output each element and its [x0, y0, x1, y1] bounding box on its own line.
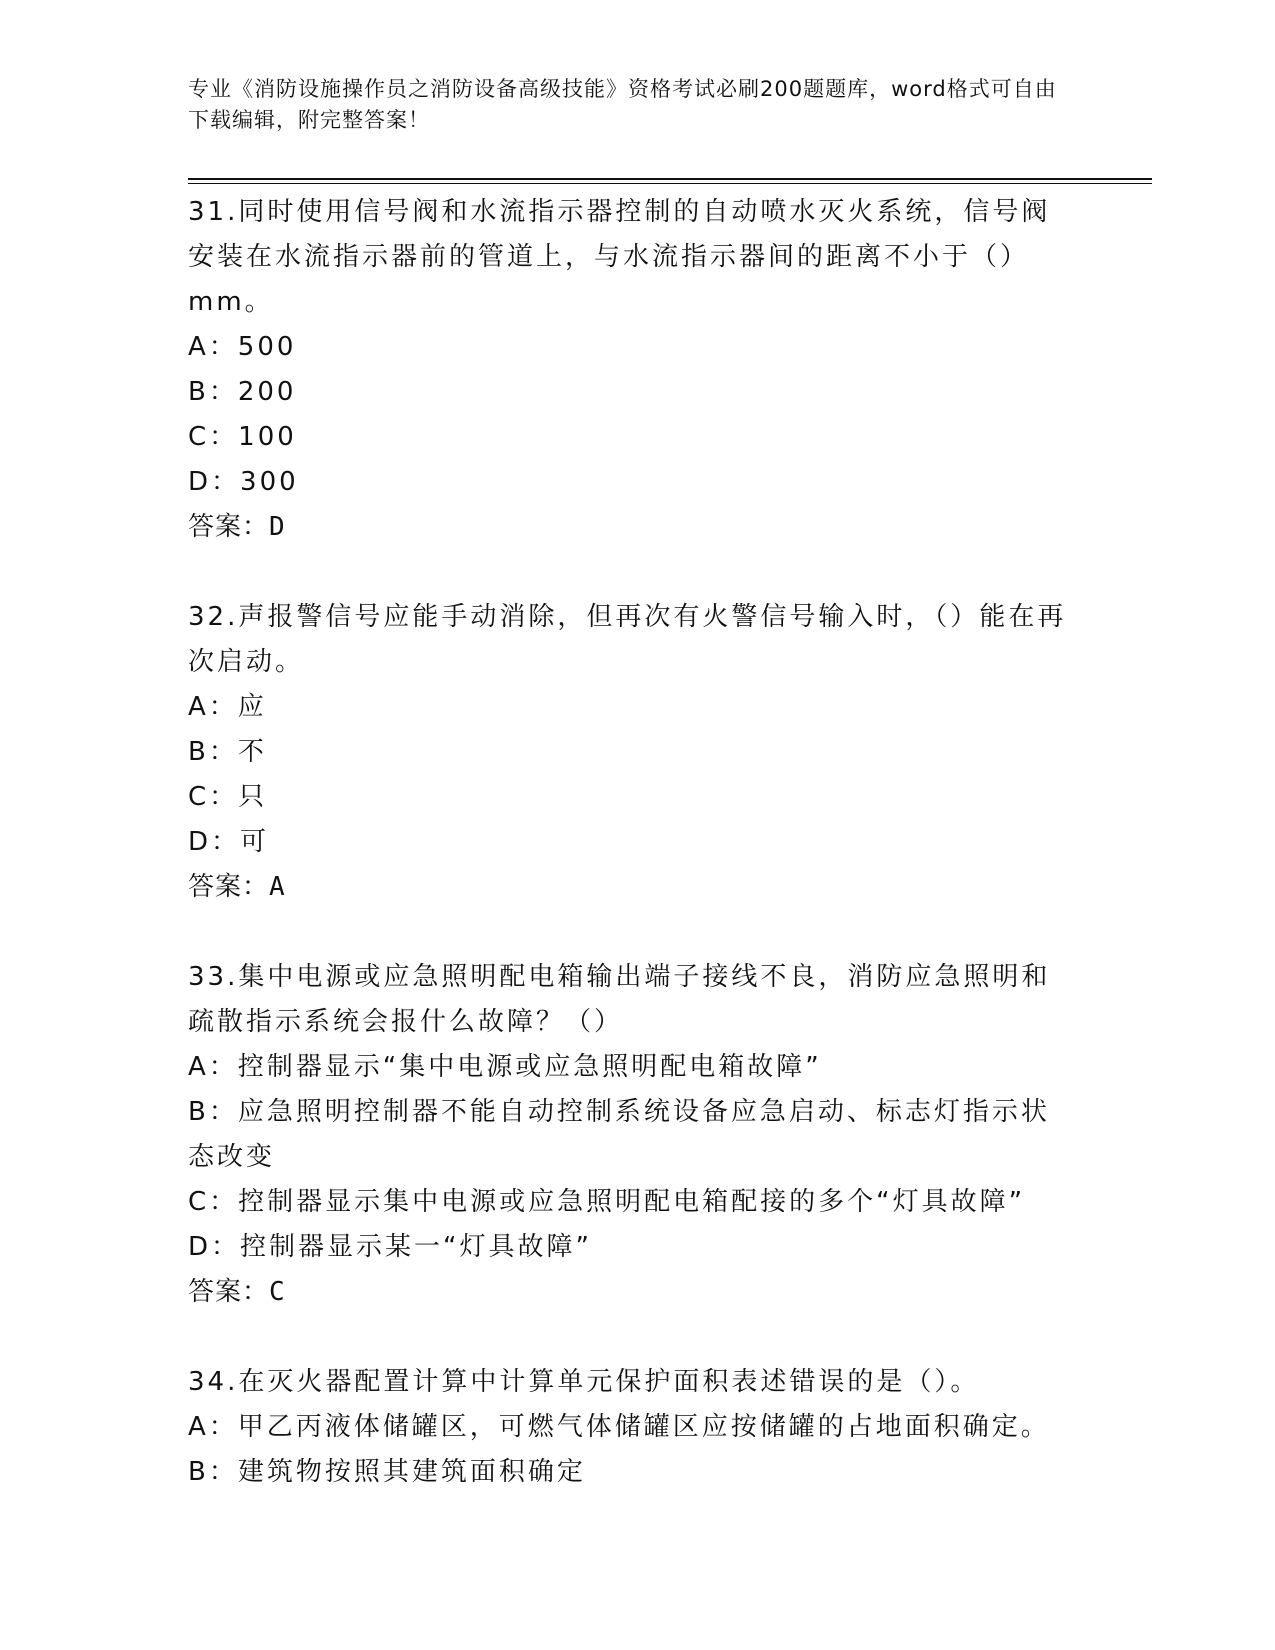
option-a	[188, 685, 1078, 730]
question-stem: 32.声报警信号应能手动消除，但再次有火警信号输入时，（）能在再次启动。	[188, 602, 1067, 677]
header-divider	[188, 178, 1152, 184]
option-text: 甲乙丙液体储罐区，可燃气体储罐区应按储罐的占地面积确定。	[237, 1412, 1050, 1442]
option-text: 控制器显示集中电源或应急照明配电箱配接的多个“灯具故障”	[238, 1187, 1026, 1217]
answer-label: 答案：	[188, 512, 270, 542]
option-text: 建筑物按照其建筑面积确定	[237, 1457, 586, 1487]
option-key: D：	[188, 467, 241, 497]
option-b	[188, 1090, 1078, 1180]
answer-line	[188, 1270, 1078, 1315]
answer-label: 答案：	[188, 872, 270, 902]
option-key: A：	[188, 332, 238, 362]
option-a	[188, 1045, 1078, 1090]
answer-line	[188, 865, 1078, 910]
option-a	[188, 1405, 1078, 1450]
option-key: C：	[188, 782, 239, 812]
option-key: B：	[188, 1457, 238, 1487]
question-stem: 33.集中电源或应急照明配电箱输出端子接线不良，消防应急照明和疏散指示系统会报什么故障？（）	[188, 962, 1051, 1037]
option-c	[188, 775, 1078, 820]
document-header: 专业《消防设施操作员之消防设备高级技能》资格考试必刷200题题库，word格式可自由下载编辑，附完整答案！	[188, 77, 1057, 132]
option-text: 200	[237, 377, 297, 407]
question-list	[188, 190, 1078, 1495]
question-31	[188, 190, 1078, 550]
option-text: 可	[240, 827, 270, 857]
option-a	[188, 325, 1078, 370]
option-d	[188, 460, 1078, 505]
option-c	[188, 415, 1078, 460]
answer-value: A	[269, 872, 286, 902]
option-c	[188, 1180, 1078, 1225]
option-b	[188, 370, 1078, 415]
question-33	[188, 955, 1078, 1315]
option-key: C：	[188, 422, 239, 452]
answer-label: 答案：	[188, 1277, 270, 1307]
option-key: D：	[188, 1232, 241, 1262]
option-d	[188, 820, 1078, 865]
option-key: C：	[188, 1187, 239, 1217]
option-text: 不	[237, 737, 267, 767]
option-key: A：	[188, 1412, 238, 1442]
option-key: D：	[188, 827, 241, 857]
option-text: 应	[237, 692, 267, 722]
option-key: B：	[188, 1097, 238, 1127]
option-text: 控制器显示“集中电源或应急照明配电箱故障”	[237, 1052, 822, 1082]
question-32	[188, 595, 1078, 910]
option-b	[188, 1450, 1078, 1495]
question-stem: 31.同时使用信号阀和水流指示器控制的自动喷水灭火系统，信号阀安装在水流指示器前的管道上，与水流指示器间的距离不小于（）mm。	[188, 197, 1051, 317]
option-key: A：	[188, 692, 238, 722]
answer-value: C	[269, 1277, 286, 1307]
option-text: 应急照明控制器不能自动控制系统设备应急启动、标志灯指示状态改变	[188, 1097, 1050, 1172]
option-b	[188, 730, 1078, 775]
option-text: 只	[238, 782, 268, 812]
answer-line	[188, 505, 1078, 550]
option-text: 100	[238, 422, 297, 452]
answer-value: D	[269, 512, 286, 542]
option-key: A：	[188, 1052, 238, 1082]
option-text: 500	[237, 332, 297, 362]
question-stem: 34.在灭火器配置计算中计算单元保护面积表述错误的是（）。	[188, 1367, 980, 1397]
option-text: 300	[240, 467, 299, 497]
option-text: 控制器显示某一“灯具故障”	[240, 1232, 592, 1262]
option-key: B：	[188, 737, 238, 767]
option-key: B：	[188, 377, 238, 407]
question-34	[188, 1360, 1078, 1495]
option-d	[188, 1225, 1078, 1270]
